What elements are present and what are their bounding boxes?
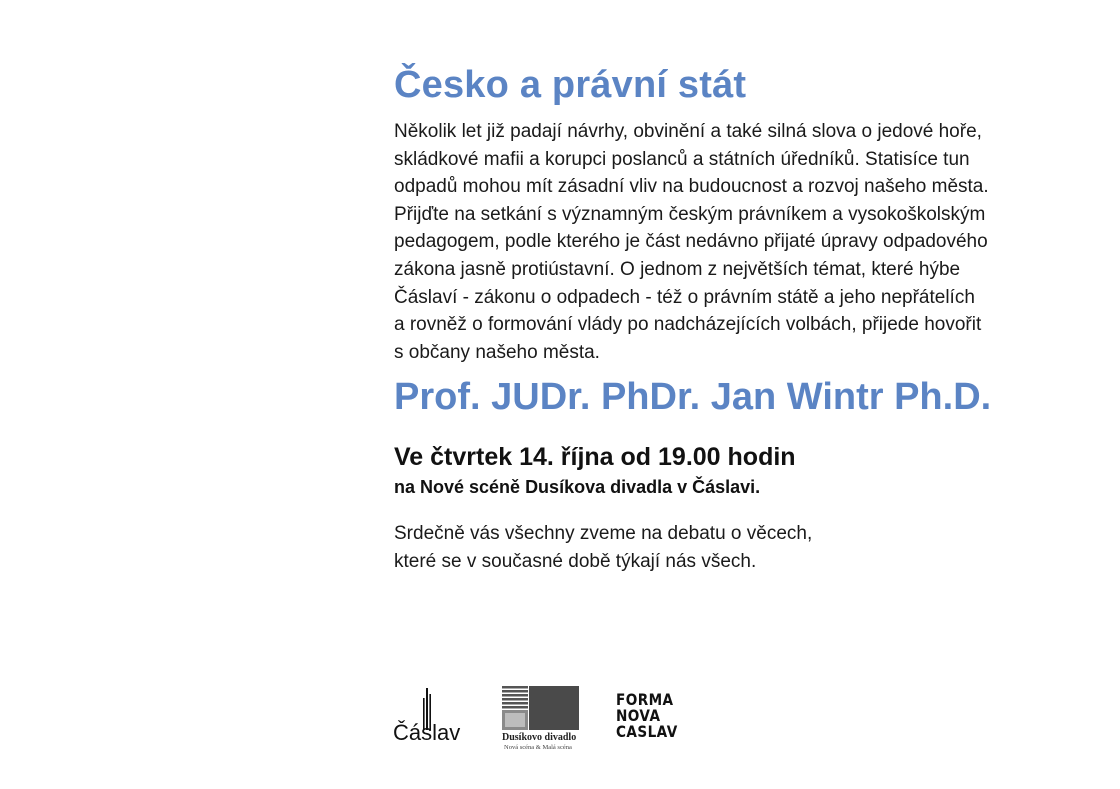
body-line: pedagogem, podle kterého je část nedávno přijaté úpravy odpadového — [394, 231, 988, 253]
event-date-time: Ve čtvrtek 14. října od 19.00 hodin — [394, 443, 796, 472]
invitation-text — [394, 520, 1094, 576]
caslav-logo-text: Čáslav — [393, 720, 461, 745]
forma-logo-line: NOVA — [616, 706, 661, 725]
body-line: a rovněž o formování vlády po nadcházejících volbách, přijede hovořit — [394, 314, 982, 336]
body-text — [394, 118, 1094, 366]
dusikovo-logo-subtitle: Nová scéna & Malá scéna — [504, 744, 572, 751]
body-line: odpadů mohou mít zásadní vliv na budoucnost a rozvoj našeho města. — [394, 176, 989, 198]
speaker-name: Prof. JUDr. PhDr. Jan Wintr Ph.D. — [394, 376, 992, 419]
body-line: Čáslaví - zákonu o odpadech - též o právním státě a jeho nepřátelích — [394, 286, 975, 308]
forma-logo-line: CASLAV — [616, 722, 678, 741]
dusikovo-divadlo-logo — [502, 686, 582, 752]
body-line: skládkové mafii a korupci poslanců a státních úředníků. Statisíce tun — [394, 148, 970, 170]
body-line: Několik let již padají návrhy, obvinění a také silná slova o jedové hoře, — [394, 121, 982, 142]
caslav-logo — [393, 688, 473, 746]
dusikovo-logo-name: Dusíkovo divadlo — [502, 732, 577, 743]
body-line: Přijďte na setkání s významným českým právníkem a vysokoškolským — [394, 203, 986, 225]
invitation-line: které se v současné době týkají nás všech. — [394, 551, 757, 573]
event-place: na Nové scéně Dusíkova divadla v Čáslavi. — [394, 477, 761, 498]
body-line: zákona jasně protiústavní. O jednom z největších témat, které hýbe — [394, 258, 961, 280]
invitation-line: Srdečně vás všechny zveme na debatu o věcech, — [394, 523, 813, 545]
theatre-mark-icon — [502, 686, 580, 730]
invitation-content — [394, 62, 1094, 576]
forma-nova-caslav-logo — [616, 692, 696, 748]
body-line: s občany našeho města. — [394, 341, 600, 363]
forma-logo-line: FORMA — [616, 690, 674, 709]
page-title: Česko a právní stát — [394, 64, 747, 106]
